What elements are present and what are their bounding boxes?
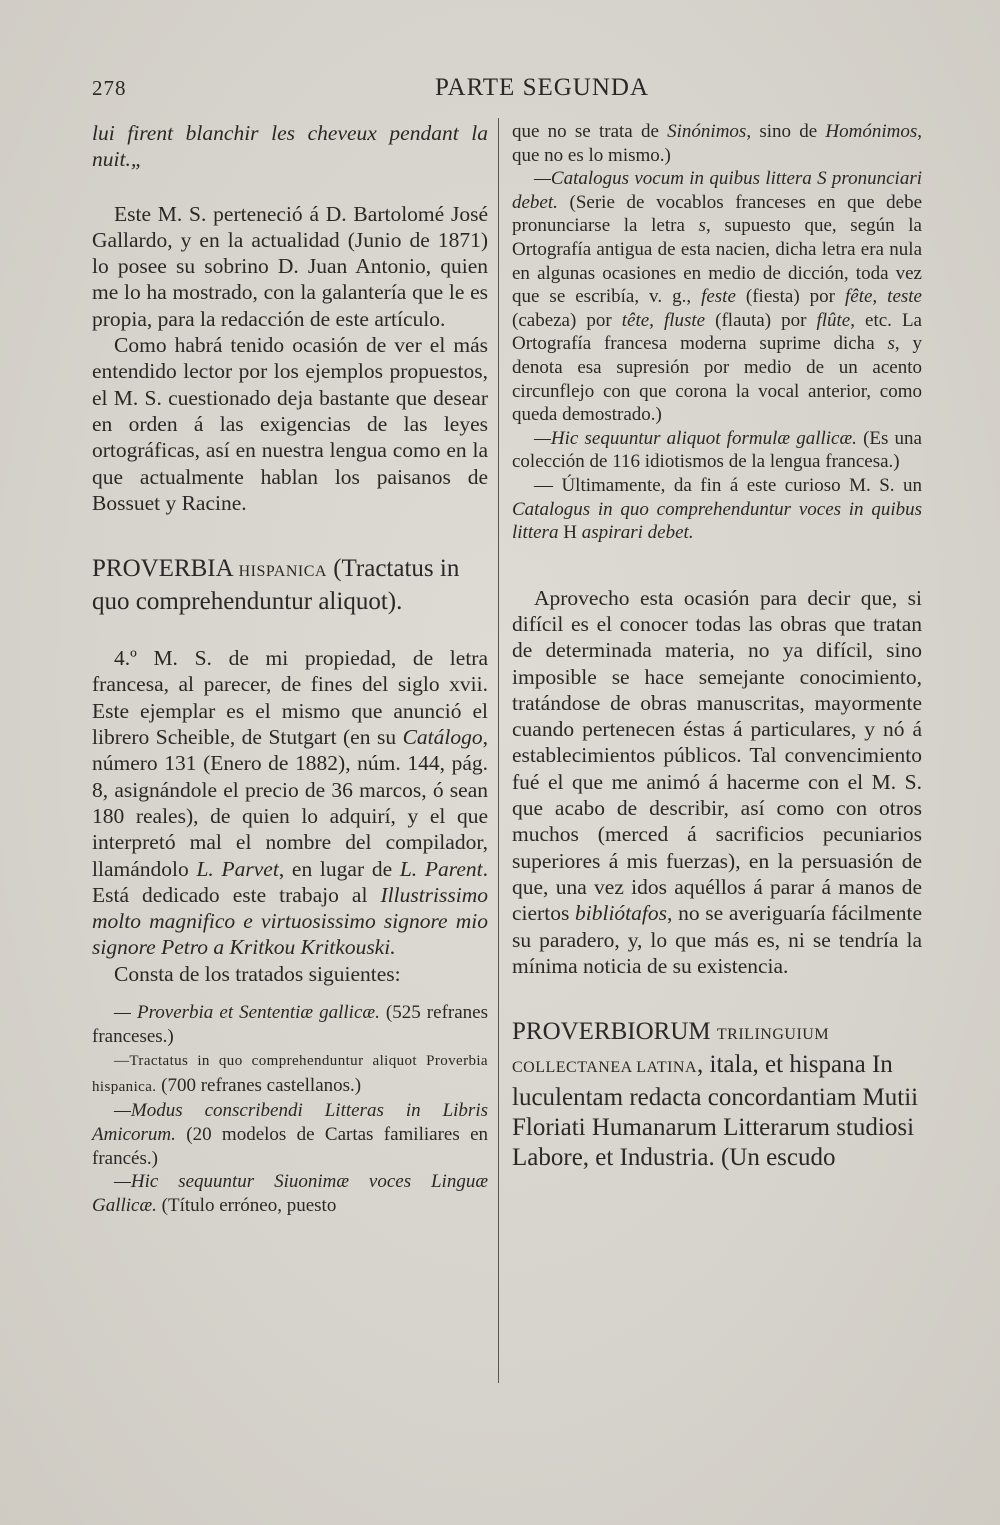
treatise-item: [92, 1099, 488, 1170]
treatise-item: [512, 167, 922, 427]
text-run-italic: Homónimos: [825, 121, 918, 142]
text-run: (20 modelos de Cartas familiares en francés.): [92, 1123, 488, 1169]
page-header: [92, 72, 922, 106]
text-run: , etc. La Ortografía francesa moderna suprime dicha: [512, 309, 922, 355]
heading-word-2: HISPANICA: [238, 563, 327, 581]
treatise-item: [512, 427, 922, 474]
heading-word-2: TRILINGUIUM COLLECTANEA LATINA: [512, 1026, 830, 1077]
right-column: [512, 120, 922, 1173]
text-run-italic: s: [698, 215, 706, 237]
text-run: (525 refranes franceses.): [92, 1002, 488, 1047]
text-run: que no se trata de: [512, 121, 668, 142]
text-run: (Es una colección de 116 idiotismos de la lengua francesa.): [512, 427, 922, 473]
column-divider: [498, 118, 499, 1383]
text-run-italic: L. Parvet: [196, 856, 279, 881]
quote-ending: lui firent blanchir les cheveux pendant la nuit.„: [92, 121, 488, 172]
heading-word-1: PROVERBIORUM: [512, 1018, 711, 1046]
text-run: , no se averiguaría fácilmente su paradero, y, lo que más es, ni se tendría la mínima noticia de su existencia.: [512, 901, 922, 978]
text-run: 4.º M. S. de mi propiedad, de letra francesa, al parecer, de fines del siglo xvii. Este ejemplar es el mismo que anunció el librero Scheible, de Stutgart (en su: [92, 646, 488, 750]
text-run: , supuesto que, según la Ortografía antigua de esta nacien, dicha letra era nula en algunas ocasiones en medio de dicción, toda vez que se escribía, v. g.,: [512, 215, 922, 308]
text-run-italic: —Hic sequuntur aliquot formulæ gallicæ.: [534, 427, 857, 449]
paragraph-description: [92, 645, 488, 961]
text-run: , que no es lo mismo.): [512, 121, 922, 166]
text-run: , sino de: [746, 121, 826, 142]
text-run: (cabeza) por: [512, 309, 622, 331]
text-run: (Título erróneo, puesto: [161, 1194, 337, 1216]
text-run-italic: fête, teste: [845, 286, 922, 308]
text-run: , y denota esa supresión por medio de un acento circunflejo con que corona la vocal anterior, como queda demostrado.): [512, 333, 922, 426]
text-run: (700 refranes castellanos.): [161, 1074, 362, 1096]
paragraph-reflection: [512, 585, 922, 979]
section-heading-proverbiorum: [512, 1017, 922, 1173]
treatise-item: [92, 1048, 488, 1099]
text-run: (flauta) por: [705, 309, 817, 331]
text-run: H: [558, 522, 582, 544]
left-column: [92, 120, 488, 1217]
text-run: , en lugar de: [278, 856, 400, 881]
running-title: PARTE SEGUNDA: [434, 74, 650, 101]
text-run: . Está dedicado este trabajo al: [92, 856, 488, 907]
paragraph-provenance: Este M. S. perteneció á D. Bartolomé José Gallardo, y en la actualidad (Junio de 1871) lo posee su sobrino D. Juan Antonio, quien me lo ha mostrado, con la galantería que le es propia, para la redacción de este artículo.: [92, 201, 488, 331]
text-run-smallcaps: —Tractatus in quo comprehenduntur aliquot Proverbia hispanica.: [92, 1053, 488, 1095]
text-run-italic: Sinónimos: [667, 121, 747, 142]
text-run-italic: Catálogo: [402, 725, 483, 750]
text-run: , número 131 (Enero de 1882), núm. 144, pág. 8, asignándole el precio de 36 marcos, ó sean 180 reales), de quien lo adquirí, y el que interpretó mal el nombre del compilador, llamándolo: [92, 725, 488, 881]
text-run-italic: bibliótafos: [575, 901, 667, 926]
paragraph-orthography: Como habrá tenido ocasión de ver el más entendido lector por los ejemplos propuestos, el M. S. cuestionado deja bastante que desear en orden á las exigencias de las leyes ortográficas, así en nuestra lengua como en la que actualmente hablan los paisanos de Bossuet y Racine.: [92, 333, 488, 515]
heading-word-1: PROVERBIA: [92, 555, 233, 583]
treatise-item: [92, 1001, 488, 1048]
text-run: (fiesta) por: [735, 286, 845, 308]
text-run-italic: Catalogus in quo comprehenduntur voces in quibus littera: [512, 498, 922, 544]
text-run: — Últimamente, da fin á este curioso M. S. un: [534, 474, 922, 496]
heading-word-3: (Tractatus in quo comprehenduntur aliquot).: [92, 555, 460, 616]
paragraph-contents-intro: Consta de los tratados siguientes:: [114, 961, 401, 986]
treatise-item: [512, 120, 922, 167]
text-run-italic: flûte: [816, 309, 851, 331]
text-run-italic: aspirari debet.: [581, 522, 694, 544]
heading-word-3: , itala, et hispana In luculentam redacta concordantiam Mutii Floriati Humanarum Litterarum studiosi Labore, et Industria. (Un escudo: [512, 1051, 919, 1172]
treatise-item: [92, 1170, 488, 1217]
treatise-list: [92, 1001, 488, 1217]
text-run-italic: —Modus conscribendi Litteras in Libris Amicorum.: [92, 1100, 488, 1145]
text-run-italic: — Proverbia et Sententiæ gallicæ.: [114, 1002, 380, 1024]
treatise-item: [512, 474, 922, 545]
text-run-italic: L. Parent: [399, 856, 483, 881]
page-number: 278: [92, 76, 127, 100]
text-run: Aprovecho esta ocasión para decir que, si difícil es el conocer todas las obras que tratan de determinada materia, no ya difícil, sino imposible se hace semejante conocimiento, tratándose de obras manuscritas, mayormente cuando pertenecen éstas á particulares, y nó á establecimientos públicos. Tal convencimiento fué el que me animó á hacerme con el M. S. que acabo de describir, así como con otros muchos (merced á sacrificios pecuniarios superiores á mis fuerzas), en la persuasión de que, una vez idos aquéllos á parar á manos de ciertos: [512, 585, 922, 926]
text-run-italic: s: [887, 333, 895, 355]
treatise-list-continued: [512, 120, 922, 545]
text-run: (Serie de vocablos franceses en que debe pronunciarse la letra: [512, 191, 923, 237]
text-run-italic: Illustrissimo molto magnifico e virtuosissimo signore mio signore Petro a Kritkou Kritkouski.: [92, 882, 488, 960]
section-heading-proverbia: [92, 554, 488, 617]
text-run-italic: tête, fluste: [621, 309, 706, 331]
text-run-italic: feste: [701, 286, 736, 308]
text-run-italic: —Catalogus vocum in quibus littera S pronunciari debet.: [512, 168, 922, 213]
text-run-italic: —Hic sequuntur Siuonimæ voces Linguæ Gallicæ.: [92, 1171, 488, 1216]
